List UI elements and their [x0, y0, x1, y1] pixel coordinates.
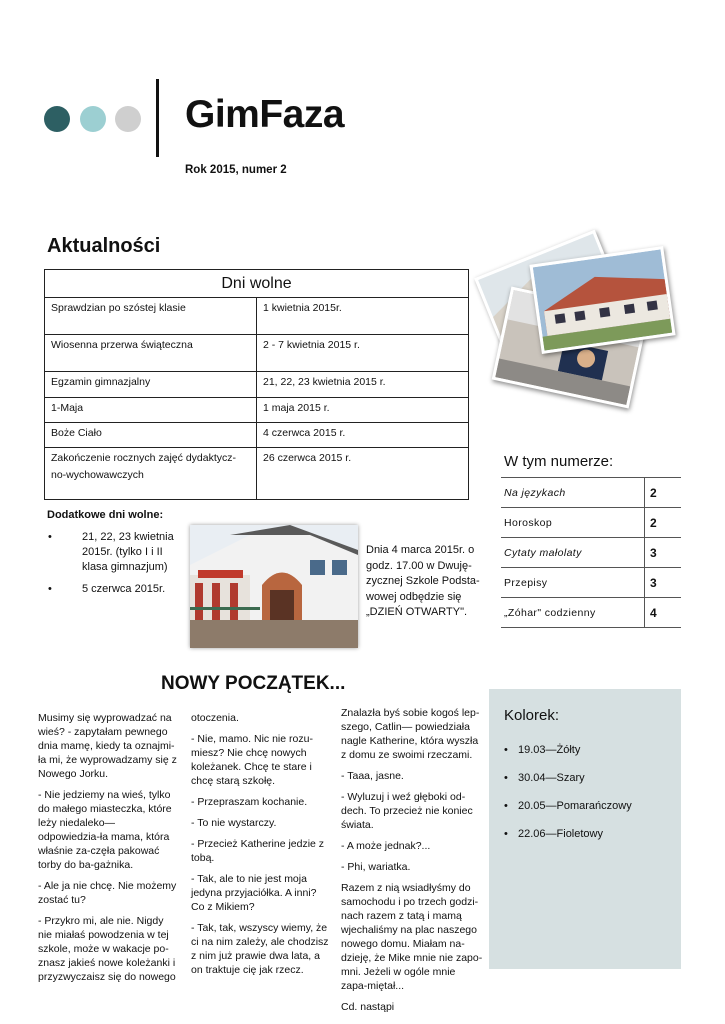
toc-item-page: 3 — [645, 538, 682, 568]
extra-holiday-item: 5 czerwca 2015r. — [82, 583, 166, 595]
toc-item[interactable] — [501, 538, 681, 568]
paragraph: - To nie wystarczy. — [191, 817, 277, 829]
toc-table — [501, 477, 681, 628]
kolorek-box — [489, 689, 681, 969]
header-divider — [156, 79, 159, 157]
table-row — [45, 372, 469, 398]
paragraph: - Nie, mamo. Nic nie rozu-miesz? Nie chcę nowych koleżanek. Chcę te stare i chcę starą szkołę. — [191, 733, 313, 787]
date-cell: 2 - 7 kwietnia 2015 r. — [257, 335, 469, 372]
toc-item-label: Przepisy — [501, 568, 645, 598]
logo-dot-gray — [115, 106, 141, 132]
toc-item[interactable] — [501, 568, 681, 598]
toc-item[interactable] — [501, 598, 681, 628]
paragraph: - Taaa, jasne. — [341, 770, 404, 782]
paragraph: - Tak, ale to nie jest moja jedyna przyjaciółka. A inni? Co z Mikiem? — [191, 873, 317, 913]
paragraph: Cd. nastąpi — [341, 1001, 395, 1013]
article-title: NOWY POCZĄTEK... — [161, 673, 346, 694]
table-row — [45, 298, 469, 335]
event-cell: Egzamin gimnazjalny — [45, 372, 257, 398]
toc-item-page: 2 — [645, 508, 682, 538]
event-cell: Boże Ciało — [45, 423, 257, 448]
paragraph: - Wyluzuj i weź głęboki od-dech. To przecież nie koniec świata. — [341, 791, 473, 831]
date-cell: 1 maja 2015 r. — [257, 398, 469, 423]
school-building-photo — [190, 525, 358, 648]
kolorek-item: • 22.06—Fioletowy — [504, 828, 603, 840]
date-cell: 26 czerwca 2015 r. — [257, 448, 469, 500]
kolorek-item: • 30.04—Szary — [504, 772, 585, 784]
toc-item[interactable] — [501, 508, 681, 538]
paragraph: - Nie jedziemy na wieś, tylko do małego miasteczka, które leży niedaleko— odpowiedzia-ła mama, która właśnie za-częła pakować torby do ba-gażnika. — [38, 789, 172, 871]
toc-item-label: „Zóhar" codzienny — [501, 598, 645, 628]
school-photo-3 — [529, 246, 675, 354]
logo-dot-dark — [44, 106, 70, 132]
paragraph: - Tak, tak, wszyscy wiemy, że ci na nim zależy, ale chodzisz z nim już prawie dwa lata, a on traktuje cię jak rzecz. — [191, 922, 329, 976]
date-cell: 4 czerwca 2015 r. — [257, 423, 469, 448]
kolorek-item: • 20.05—Pomarańczowy — [504, 800, 632, 812]
table-row — [45, 335, 469, 372]
event-cell: Wiosenna przerwa świąteczna — [45, 335, 257, 372]
extra-holidays-title: Dodatkowe dni wolne: — [47, 509, 164, 521]
paragraph: Znalazła byś sobie kogoś lep-szego, Catlin— powiedziała nagle Katherine, która wyszła z domu ze swoimi rzeczami. — [341, 707, 480, 761]
article-column-3 — [341, 706, 483, 1021]
toc-item-page: 3 — [645, 568, 682, 598]
paragraph: - Przykro mi, ale nie. Nigdy nie miałaś powodzenia w tej szkole, może w wakacje po-znasz jakieś nowe koleżanki i przyzwyczaisz się do nowego — [38, 915, 176, 983]
paragraph: - A może jednak?... — [341, 840, 431, 852]
bullet-icon: • — [504, 744, 508, 756]
bullet-icon: • — [504, 800, 508, 812]
paragraph: - Phi, wariatka. — [341, 861, 411, 873]
paragraph: Musimy się wyprowadzać na wieś? - zapytałam pewnego dnia mamę, kiedy ta oznajmi-ła mi, że wyprowadzamy się z Nowego Jorku. — [38, 712, 177, 780]
date-cell: 1 kwietnia 2015r. — [257, 298, 469, 335]
paragraph: otoczenia. — [191, 712, 239, 724]
extra-holiday-item: 21, 22, 23 kwietnia 2015r. (tylko I i II klasa gimnazjum) — [82, 531, 174, 573]
toc-item-page: 4 — [645, 598, 682, 628]
toc-item-label: Na językach — [501, 478, 645, 508]
newsletter-title: GimFaza — [185, 93, 345, 136]
holidays-table — [44, 269, 469, 500]
event-cell: 1-Maja — [45, 398, 257, 423]
toc-item-page: 2 — [645, 478, 682, 508]
event-cell: Zakończenie rocznych zajęć dydaktycz-no-wychowawczych — [45, 448, 257, 500]
logo-dot-light — [80, 106, 106, 132]
section-title: Aktualności — [47, 235, 161, 257]
issue-label: Rok 2015, numer 2 — [185, 164, 287, 176]
date-cell: 21, 22, 23 kwietnia 2015 r. — [257, 372, 469, 398]
holidays-table-title: Dni wolne — [45, 270, 469, 298]
toc-item-label: Cytaty małolaty — [501, 538, 645, 568]
paragraph: Razem z nią wsiadłyśmy do samochodu i po trzech godzi-nach razem z tatą i mamą wjechaliśmy na plac naszego nowego domu. Miałam na-dzieję, że Mike mnie nie zapo-mni. Jeżeli w ogóle mnie zapa-miętał... — [341, 882, 483, 992]
paragraph: - Ale ja nie chcę. Nie możemy zostać tu? — [38, 880, 177, 906]
table-row — [45, 448, 469, 500]
bullet-icon: • — [504, 828, 508, 840]
article-column-2 — [191, 711, 331, 984]
open-day-notice: Dnia 4 marca 2015r. o godz. 17.00 w Dwuję-zycznej Szkole Podsta-wowej odbędzie się „DZIEŃ OTWARTY". — [366, 544, 480, 618]
paragraph: - Przepraszam kochanie. — [191, 796, 308, 808]
toc-item[interactable] — [501, 478, 681, 508]
bullet-icon: • — [48, 583, 52, 595]
table-row — [45, 423, 469, 448]
toc-item-label: Horoskop — [501, 508, 645, 538]
bullet-icon: • — [48, 531, 52, 543]
toc-title: W tym numerze: — [504, 453, 614, 470]
table-row — [45, 398, 469, 423]
article-column-1 — [38, 711, 178, 991]
kolorek-item: • 19.03—Żółty — [504, 744, 581, 756]
event-cell: Sprawdzian po szóstej klasie — [45, 298, 257, 335]
bullet-icon: • — [504, 772, 508, 784]
kolorek-title: Kolorek: — [504, 707, 560, 724]
paragraph: - Przecież Katherine jedzie z tobą. — [191, 838, 325, 864]
